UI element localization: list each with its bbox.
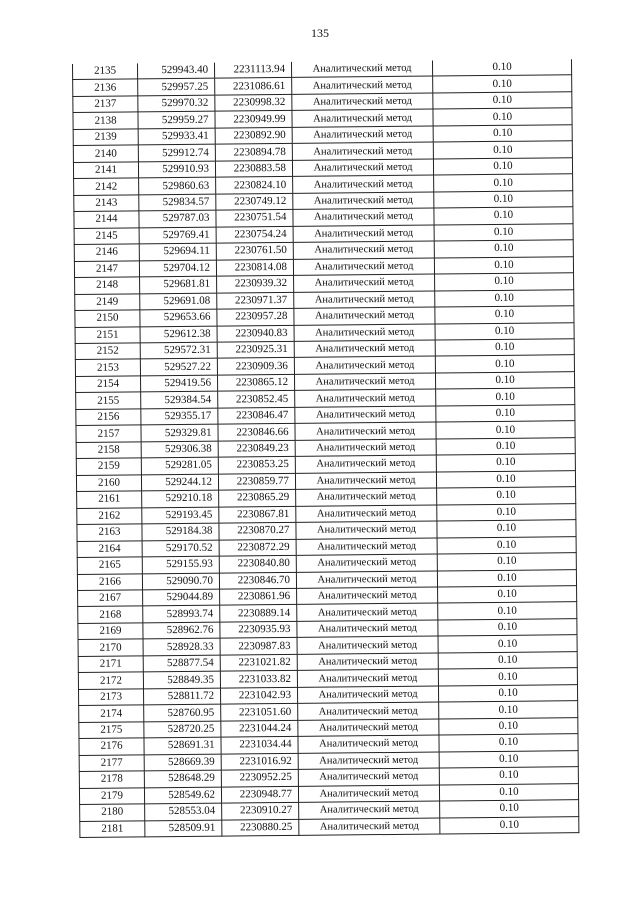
point-number-cell: 2178 (79, 771, 144, 788)
x-coordinate-cell: 529527.22 (140, 359, 217, 376)
x-coordinate-cell: 529943.40 (137, 63, 214, 80)
method-cell: Аналитический метод (294, 274, 435, 292)
y-coordinate-cell: 2230872.29 (219, 539, 296, 556)
point-number-cell: 2150 (75, 310, 140, 327)
method-cell: Аналитический метод (293, 258, 434, 276)
method-cell: Аналитический метод (294, 307, 435, 325)
table-row (80, 816, 579, 837)
accuracy-cell: 0.10 (440, 800, 579, 818)
table-body (72, 59, 578, 837)
y-coordinate-cell: 2230892.90 (215, 127, 292, 144)
method-cell: Аналитический метод (296, 505, 437, 523)
point-number-cell: 2144 (74, 211, 139, 228)
accuracy-cell: 0.10 (432, 59, 571, 76)
x-coordinate-cell: 529170.52 (142, 540, 219, 557)
x-coordinate-cell: 528509.91 (145, 820, 222, 837)
y-coordinate-cell: 2230909.36 (217, 358, 294, 375)
coordinates-table (72, 59, 579, 838)
point-number-cell: 2147 (74, 260, 139, 277)
method-cell: Аналитический метод (294, 291, 435, 309)
y-coordinate-cell: 2230940.83 (217, 325, 294, 342)
x-coordinate-cell: 528760.95 (144, 704, 221, 721)
x-coordinate-cell: 529572.31 (140, 342, 217, 359)
x-coordinate-cell: 529044.89 (143, 589, 220, 606)
point-number-cell: 2139 (73, 129, 138, 146)
point-number-cell: 2170 (78, 639, 143, 656)
method-cell: Аналитический метод (294, 373, 435, 391)
accuracy-cell: 0.10 (438, 586, 577, 604)
x-coordinate-cell: 528669.39 (144, 754, 221, 771)
accuracy-cell: 0.10 (435, 339, 574, 357)
y-coordinate-cell: 2230749.12 (216, 193, 293, 210)
accuracy-cell: 0.10 (436, 388, 575, 406)
x-coordinate-cell: 529933.41 (138, 128, 215, 145)
accuracy-cell: 0.10 (436, 405, 575, 423)
accuracy-cell: 0.10 (437, 536, 576, 554)
x-coordinate-cell: 528720.25 (144, 721, 221, 738)
y-coordinate-cell: 2230852.45 (218, 391, 295, 408)
y-coordinate-cell: 2230987.83 (220, 638, 297, 655)
accuracy-cell: 0.10 (433, 92, 572, 110)
accuracy-cell: 0.10 (439, 767, 578, 785)
x-coordinate-cell: 528877.54 (143, 655, 220, 672)
method-cell: Аналитический метод (296, 571, 437, 589)
accuracy-cell: 0.10 (437, 487, 576, 505)
method-cell: Аналитический метод (295, 472, 436, 490)
method-cell: Аналитический метод (296, 521, 437, 539)
accuracy-cell: 0.10 (434, 190, 573, 208)
method-cell: Аналитический метод (292, 142, 433, 160)
method-cell: Аналитический метод (299, 801, 440, 819)
x-coordinate-cell: 528691.31 (144, 737, 221, 754)
point-number-cell: 2154 (75, 376, 140, 393)
y-coordinate-cell: 2230846.66 (218, 424, 295, 441)
method-cell: Аналитический метод (297, 587, 438, 605)
accuracy-cell: 0.10 (436, 437, 575, 455)
method-cell: Аналитический метод (295, 406, 436, 424)
y-coordinate-cell: 2231113.94 (214, 62, 291, 79)
x-coordinate-cell: 528993.74 (143, 606, 220, 623)
accuracy-cell: 0.10 (435, 355, 574, 373)
x-coordinate-cell: 528648.29 (144, 770, 221, 787)
method-cell: Аналитический метод (292, 77, 433, 95)
accuracy-cell: 0.10 (438, 635, 577, 653)
point-number-cell: 2165 (77, 557, 142, 574)
x-coordinate-cell: 529694.11 (139, 243, 216, 260)
point-number-cell: 2163 (77, 524, 142, 541)
y-coordinate-cell: 2230846.70 (219, 572, 296, 589)
x-coordinate-cell: 528553.04 (145, 803, 222, 820)
accuracy-cell: 0.10 (439, 750, 578, 768)
accuracy-cell: 0.10 (439, 717, 578, 735)
y-coordinate-cell: 2230952.25 (221, 770, 298, 787)
accuracy-cell: 0.10 (434, 256, 573, 274)
accuracy-cell: 0.10 (437, 569, 576, 587)
method-cell: Аналитический метод (293, 192, 434, 210)
accuracy-cell: 0.10 (435, 372, 574, 390)
x-coordinate-cell: 529769.41 (139, 227, 216, 244)
x-coordinate-cell: 529281.05 (141, 457, 218, 474)
accuracy-cell: 0.10 (437, 553, 576, 571)
method-cell: Аналитический метод (295, 422, 436, 440)
method-cell: Аналитический метод (297, 653, 438, 671)
point-number-cell: 2155 (76, 392, 141, 409)
method-cell: Аналитический метод (298, 719, 439, 737)
x-coordinate-cell: 529970.32 (138, 95, 215, 112)
method-cell: Аналитический метод (298, 768, 439, 786)
accuracy-cell: 0.10 (438, 668, 577, 686)
point-number-cell: 2176 (79, 738, 144, 755)
y-coordinate-cell: 2230910.27 (222, 802, 299, 819)
method-cell: Аналитический метод (298, 785, 439, 803)
point-number-cell: 2161 (77, 491, 142, 508)
point-number-cell: 2156 (76, 409, 141, 426)
accuracy-cell: 0.10 (439, 701, 578, 719)
y-coordinate-cell: 2230865.29 (219, 490, 296, 507)
method-cell: Аналитический метод (293, 208, 434, 226)
coordinates-table-container (72, 59, 579, 838)
point-number-cell: 2180 (80, 804, 145, 821)
accuracy-cell: 0.10 (434, 240, 573, 258)
accuracy-cell: 0.10 (433, 141, 572, 159)
x-coordinate-cell: 529210.18 (142, 490, 219, 507)
method-cell: Аналитический метод (295, 389, 436, 407)
y-coordinate-cell: 2230867.81 (219, 506, 296, 523)
x-coordinate-cell: 529787.03 (139, 210, 216, 227)
point-number-cell: 2174 (79, 705, 144, 722)
y-coordinate-cell: 2230949.99 (215, 111, 292, 128)
y-coordinate-cell: 2230840.80 (219, 555, 296, 572)
point-number-cell: 2148 (75, 277, 140, 294)
x-coordinate-cell: 528811.72 (143, 688, 220, 705)
method-cell: Аналитический метод (293, 241, 434, 259)
x-coordinate-cell: 528549.62 (144, 787, 221, 804)
y-coordinate-cell: 2231021.82 (220, 654, 297, 671)
y-coordinate-cell: 2230880.25 (222, 819, 299, 836)
accuracy-cell: 0.10 (436, 421, 575, 439)
x-coordinate-cell: 529681.81 (140, 276, 217, 293)
y-coordinate-cell: 2230889.14 (220, 605, 297, 622)
accuracy-cell: 0.10 (435, 306, 574, 324)
point-number-cell: 2172 (78, 672, 143, 689)
point-number-cell: 2164 (77, 540, 142, 557)
point-number-cell: 2140 (73, 145, 138, 162)
method-cell: Аналитический метод (298, 735, 439, 753)
point-number-cell: 2173 (79, 689, 144, 706)
y-coordinate-cell: 2230853.25 (218, 457, 295, 474)
accuracy-cell: 0.10 (436, 470, 575, 488)
point-number-cell: 2149 (75, 293, 140, 310)
accuracy-cell: 0.10 (438, 602, 577, 620)
x-coordinate-cell: 529957.25 (138, 79, 215, 96)
y-coordinate-cell: 2231033.82 (220, 671, 297, 688)
y-coordinate-cell: 2231034.44 (221, 737, 298, 754)
y-coordinate-cell: 2231042.93 (220, 687, 297, 704)
accuracy-cell: 0.10 (433, 158, 572, 176)
point-number-cell: 2153 (75, 359, 140, 376)
y-coordinate-cell: 2231016.92 (221, 753, 298, 770)
accuracy-cell: 0.10 (433, 108, 572, 126)
accuracy-cell: 0.10 (434, 174, 573, 192)
x-coordinate-cell: 529691.08 (140, 293, 217, 310)
method-cell: Аналитический метод (297, 603, 438, 621)
point-number-cell: 2152 (75, 343, 140, 360)
point-number-cell: 2151 (75, 326, 140, 343)
y-coordinate-cell: 2231044.24 (221, 720, 298, 737)
point-number-cell: 2177 (79, 755, 144, 772)
accuracy-cell: 0.10 (435, 289, 574, 307)
accuracy-cell: 0.10 (435, 273, 574, 291)
accuracy-cell: 0.10 (439, 734, 578, 752)
y-coordinate-cell: 2230761.50 (216, 243, 293, 260)
accuracy-cell: 0.10 (433, 125, 572, 143)
method-cell: Аналитический метод (294, 340, 435, 358)
y-coordinate-cell: 2230883.58 (215, 160, 292, 177)
accuracy-cell: 0.10 (434, 207, 573, 225)
page-number: 135 (311, 26, 329, 40)
x-coordinate-cell: 529193.45 (142, 507, 219, 524)
y-coordinate-cell: 2230939.32 (217, 275, 294, 292)
x-coordinate-cell: 529155.93 (142, 556, 219, 573)
y-coordinate-cell: 2230849.23 (218, 440, 295, 457)
y-coordinate-cell: 2231051.60 (221, 704, 298, 721)
y-coordinate-cell: 2230971.37 (217, 292, 294, 309)
point-number-cell: 2136 (73, 79, 138, 96)
x-coordinate-cell: 529834.57 (139, 194, 216, 211)
method-cell: Аналитический метод (292, 93, 433, 111)
accuracy-cell: 0.10 (434, 223, 573, 241)
y-coordinate-cell: 2230957.28 (217, 308, 294, 325)
point-number-cell: 2135 (72, 63, 137, 80)
point-number-cell: 2171 (78, 656, 143, 673)
method-cell: Аналитический метод (295, 455, 436, 473)
method-cell: Аналитический метод (299, 818, 440, 836)
y-coordinate-cell: 2230998.32 (215, 94, 292, 111)
accuracy-cell: 0.10 (436, 454, 575, 472)
method-cell: Аналитический метод (296, 488, 437, 506)
accuracy-cell: 0.10 (437, 503, 576, 521)
accuracy-cell: 0.10 (438, 652, 577, 670)
x-coordinate-cell: 529419.56 (140, 375, 217, 392)
point-number-cell: 2159 (76, 458, 141, 475)
method-cell: Аналитический метод (298, 702, 439, 720)
point-number-cell: 2142 (74, 178, 139, 195)
y-coordinate-cell: 2230754.24 (216, 226, 293, 243)
point-number-cell: 2146 (74, 244, 139, 261)
x-coordinate-cell: 529355.17 (141, 408, 218, 425)
method-cell: Аналитический метод (297, 620, 438, 638)
method-cell: Аналитический метод (297, 669, 438, 687)
method-cell: Аналитический метод (297, 636, 438, 654)
accuracy-cell: 0.10 (435, 322, 574, 340)
method-cell: Аналитический метод (295, 439, 436, 457)
y-coordinate-cell: 2231086.61 (215, 78, 292, 95)
point-number-cell: 2179 (79, 787, 144, 804)
x-coordinate-cell: 529910.93 (138, 161, 215, 178)
y-coordinate-cell: 2230948.77 (221, 786, 298, 803)
x-coordinate-cell: 529306.38 (141, 441, 218, 458)
x-coordinate-cell: 528849.35 (143, 671, 220, 688)
method-cell: Аналитический метод (296, 554, 437, 572)
method-cell: Аналитический метод (292, 159, 433, 177)
method-cell: Аналитический метод (294, 356, 435, 374)
y-coordinate-cell: 2230814.08 (216, 259, 293, 276)
y-coordinate-cell: 2230751.54 (216, 210, 293, 227)
accuracy-cell: 0.10 (433, 75, 572, 93)
method-cell: Аналитический метод (291, 61, 432, 78)
point-number-cell: 2175 (79, 722, 144, 739)
point-number-cell: 2167 (78, 590, 143, 607)
x-coordinate-cell: 529704.12 (139, 260, 216, 277)
method-cell: Аналитический метод (296, 538, 437, 556)
y-coordinate-cell: 2230824.10 (216, 177, 293, 194)
x-coordinate-cell: 529912.74 (138, 144, 215, 161)
x-coordinate-cell: 529384.54 (141, 391, 218, 408)
y-coordinate-cell: 2230859.77 (218, 473, 295, 490)
method-cell: Аналитический метод (297, 686, 438, 704)
method-cell: Аналитический метод (298, 752, 439, 770)
y-coordinate-cell: 2230894.78 (215, 144, 292, 161)
y-coordinate-cell: 2230846.47 (218, 407, 295, 424)
point-number-cell: 2166 (77, 573, 142, 590)
y-coordinate-cell: 2230870.27 (219, 522, 296, 539)
point-number-cell: 2157 (76, 425, 141, 442)
y-coordinate-cell: 2230935.93 (220, 621, 297, 638)
method-cell: Аналитический метод (294, 324, 435, 342)
x-coordinate-cell: 529860.63 (139, 177, 216, 194)
accuracy-cell: 0.10 (440, 816, 579, 834)
point-number-cell: 2168 (78, 606, 143, 623)
point-number-cell: 2181 (80, 820, 145, 837)
point-number-cell: 2137 (73, 96, 138, 113)
x-coordinate-cell: 529090.70 (142, 573, 219, 590)
point-number-cell: 2160 (76, 475, 141, 492)
method-cell: Аналитический метод (293, 175, 434, 193)
y-coordinate-cell: 2230865.12 (217, 374, 294, 391)
x-coordinate-cell: 529244.12 (141, 474, 218, 491)
y-coordinate-cell: 2230925.31 (217, 341, 294, 358)
x-coordinate-cell: 528928.33 (143, 639, 220, 656)
point-number-cell: 2143 (74, 195, 139, 212)
accuracy-cell: 0.10 (437, 520, 576, 538)
accuracy-cell: 0.10 (439, 783, 578, 801)
method-cell: Аналитический метод (293, 225, 434, 243)
x-coordinate-cell: 529184.38 (142, 523, 219, 540)
x-coordinate-cell: 529653.66 (140, 309, 217, 326)
point-number-cell: 2141 (73, 162, 138, 179)
accuracy-cell: 0.10 (438, 619, 577, 637)
point-number-cell: 2158 (76, 442, 141, 459)
point-number-cell: 2138 (73, 112, 138, 129)
x-coordinate-cell: 528962.76 (143, 622, 220, 639)
y-coordinate-cell: 2230861.96 (220, 588, 297, 605)
point-number-cell: 2145 (74, 228, 139, 245)
x-coordinate-cell: 529612.38 (140, 326, 217, 343)
point-number-cell: 2162 (77, 508, 142, 525)
x-coordinate-cell: 529329.81 (141, 424, 218, 441)
accuracy-cell: 0.10 (438, 684, 577, 702)
x-coordinate-cell: 529959.27 (138, 112, 215, 129)
method-cell: Аналитический метод (292, 126, 433, 144)
method-cell: Аналитический метод (292, 109, 433, 127)
point-number-cell: 2169 (78, 623, 143, 640)
